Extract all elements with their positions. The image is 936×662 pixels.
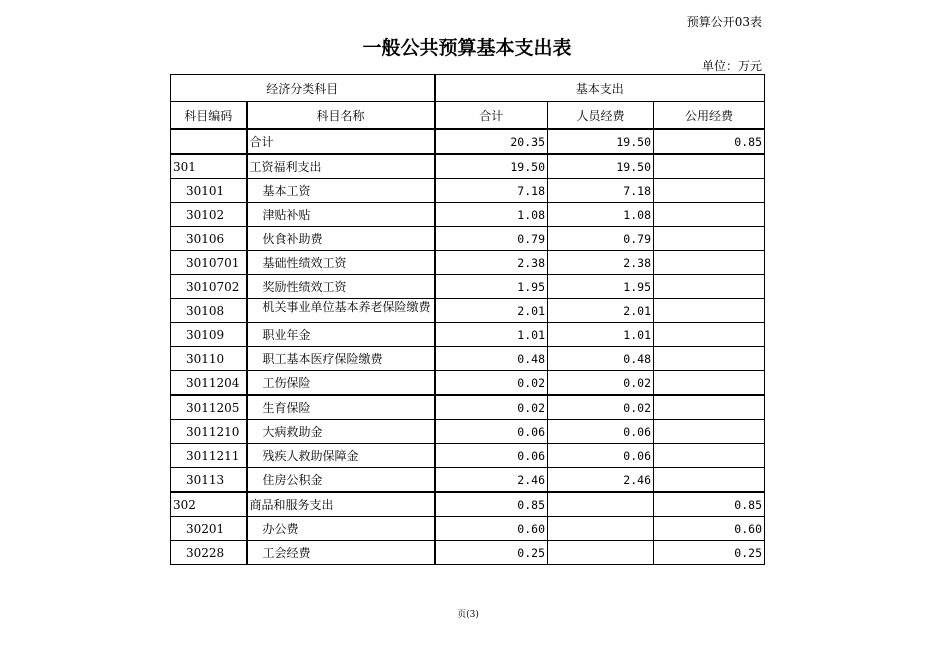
row-code: 3010702 (171, 275, 247, 299)
row-public: 0.85 (654, 492, 765, 517)
table-row (171, 395, 765, 420)
row-name: 伙食补助费 (247, 227, 435, 251)
row-name: 职工基本医疗保险缴费 (247, 347, 435, 371)
table-row (171, 347, 765, 371)
row-personnel: 19.50 (548, 129, 654, 154)
row-public (654, 444, 765, 468)
row-total: 7.18 (435, 179, 548, 203)
table-row (171, 444, 765, 468)
row-public (654, 179, 765, 203)
row-code: 30106 (171, 227, 247, 251)
row-total: 0.02 (435, 395, 548, 420)
row-code: 3011211 (171, 444, 247, 468)
row-personnel: 7.18 (548, 179, 654, 203)
row-personnel: 0.06 (548, 420, 654, 444)
row-public: 0.25 (654, 541, 765, 565)
budget-table (170, 74, 765, 565)
row-name: 工伤保险 (247, 371, 435, 396)
row-total: 0.02 (435, 371, 548, 396)
row-name: 津贴补贴 (247, 203, 435, 227)
table-row (171, 541, 765, 565)
row-personnel: 1.95 (548, 275, 654, 299)
row-code: 301 (171, 154, 247, 179)
table-row (171, 420, 765, 444)
row-code: 30201 (171, 517, 247, 541)
row-name: 基础性绩效工资 (247, 251, 435, 275)
table-row (171, 227, 765, 251)
row-public (654, 203, 765, 227)
table-row (171, 492, 765, 517)
row-name: 工会经费 (247, 541, 435, 565)
row-public (654, 468, 765, 493)
row-total: 0.60 (435, 517, 548, 541)
document-code: 预算公开03表 (686, 15, 762, 29)
row-public (654, 299, 765, 323)
header-code: 科目编码 (171, 102, 247, 130)
row-personnel: 0.79 (548, 227, 654, 251)
row-total: 1.01 (435, 323, 548, 347)
row-personnel (548, 517, 654, 541)
table-row (171, 323, 765, 347)
row-code: 30102 (171, 203, 247, 227)
row-total: 2.38 (435, 251, 548, 275)
row-personnel: 2.38 (548, 251, 654, 275)
row-public (654, 251, 765, 275)
header-personnel: 人员经费 (548, 102, 654, 130)
header-name: 科目名称 (247, 102, 435, 130)
row-name: 基本工资 (247, 179, 435, 203)
page-title: 一般公共预算基本支出表 (362, 37, 572, 59)
table-row (171, 129, 765, 154)
row-code: 302 (171, 492, 247, 517)
row-total: 0.79 (435, 227, 548, 251)
row-public (654, 347, 765, 371)
row-code: 3011210 (171, 420, 247, 444)
row-code: 3011204 (171, 371, 247, 396)
row-name: 商品和服务支出 (247, 492, 435, 517)
unit-label: 单位：万元 (701, 59, 762, 73)
table-row (171, 468, 765, 493)
row-public (654, 395, 765, 420)
row-public (654, 275, 765, 299)
row-personnel: 0.02 (548, 395, 654, 420)
row-personnel: 19.50 (548, 154, 654, 179)
row-personnel: 2.01 (548, 299, 654, 323)
row-total: 0.48 (435, 347, 548, 371)
row-personnel: 2.46 (548, 468, 654, 493)
row-public (654, 371, 765, 396)
row-public: 0.85 (654, 129, 765, 154)
row-name: 办公费 (247, 517, 435, 541)
row-total: 20.35 (435, 129, 548, 154)
row-total: 1.95 (435, 275, 548, 299)
row-public (654, 323, 765, 347)
header-public: 公用经费 (654, 102, 765, 130)
row-public (654, 420, 765, 444)
row-name: 合计 (247, 129, 435, 154)
row-code: 3010701 (171, 251, 247, 275)
table-row (171, 179, 765, 203)
row-code: 30228 (171, 541, 247, 565)
row-total: 0.06 (435, 444, 548, 468)
table-row (171, 275, 765, 299)
row-total: 0.25 (435, 541, 548, 565)
row-name: 残疾人救助保障金 (247, 444, 435, 468)
header-econ-class: 经济分类科目 (171, 75, 435, 102)
header-row-1 (171, 75, 765, 102)
row-name: 机关事业单位基本养老保险缴费 (247, 299, 435, 323)
row-personnel: 0.06 (548, 444, 654, 468)
row-total: 19.50 (435, 154, 548, 179)
row-public (654, 154, 765, 179)
row-code: 30109 (171, 323, 247, 347)
row-name: 生育保险 (247, 395, 435, 420)
row-code: 30101 (171, 179, 247, 203)
table-row (171, 203, 765, 227)
row-code: 3011205 (171, 395, 247, 420)
row-total: 2.46 (435, 468, 548, 493)
table-row (171, 371, 765, 396)
row-public (654, 227, 765, 251)
row-code: 30108 (171, 299, 247, 323)
table-row (171, 517, 765, 541)
row-personnel: 1.01 (548, 323, 654, 347)
row-total: 0.85 (435, 492, 548, 517)
row-code: 30113 (171, 468, 247, 493)
table-row (171, 299, 765, 323)
row-public: 0.60 (654, 517, 765, 541)
row-total: 1.08 (435, 203, 548, 227)
row-name: 奖励性绩效工资 (247, 275, 435, 299)
row-total: 2.01 (435, 299, 548, 323)
table-row (171, 154, 765, 179)
row-personnel: 0.48 (548, 347, 654, 371)
row-personnel (548, 492, 654, 517)
row-name: 职业年金 (247, 323, 435, 347)
header-basic-expense: 基本支出 (435, 75, 765, 102)
row-personnel: 0.02 (548, 371, 654, 396)
row-personnel (548, 541, 654, 565)
table-row (171, 251, 765, 275)
row-name: 住房公积金 (247, 468, 435, 493)
row-name: 大病救助金 (247, 420, 435, 444)
row-code: 30110 (171, 347, 247, 371)
header-total: 合计 (435, 102, 548, 130)
row-total: 0.06 (435, 420, 548, 444)
page-number: 页(3) (457, 610, 479, 620)
row-name: 工资福利支出 (247, 154, 435, 179)
row-code (171, 129, 247, 154)
row-personnel: 1.08 (548, 203, 654, 227)
header-row-2 (171, 102, 765, 130)
